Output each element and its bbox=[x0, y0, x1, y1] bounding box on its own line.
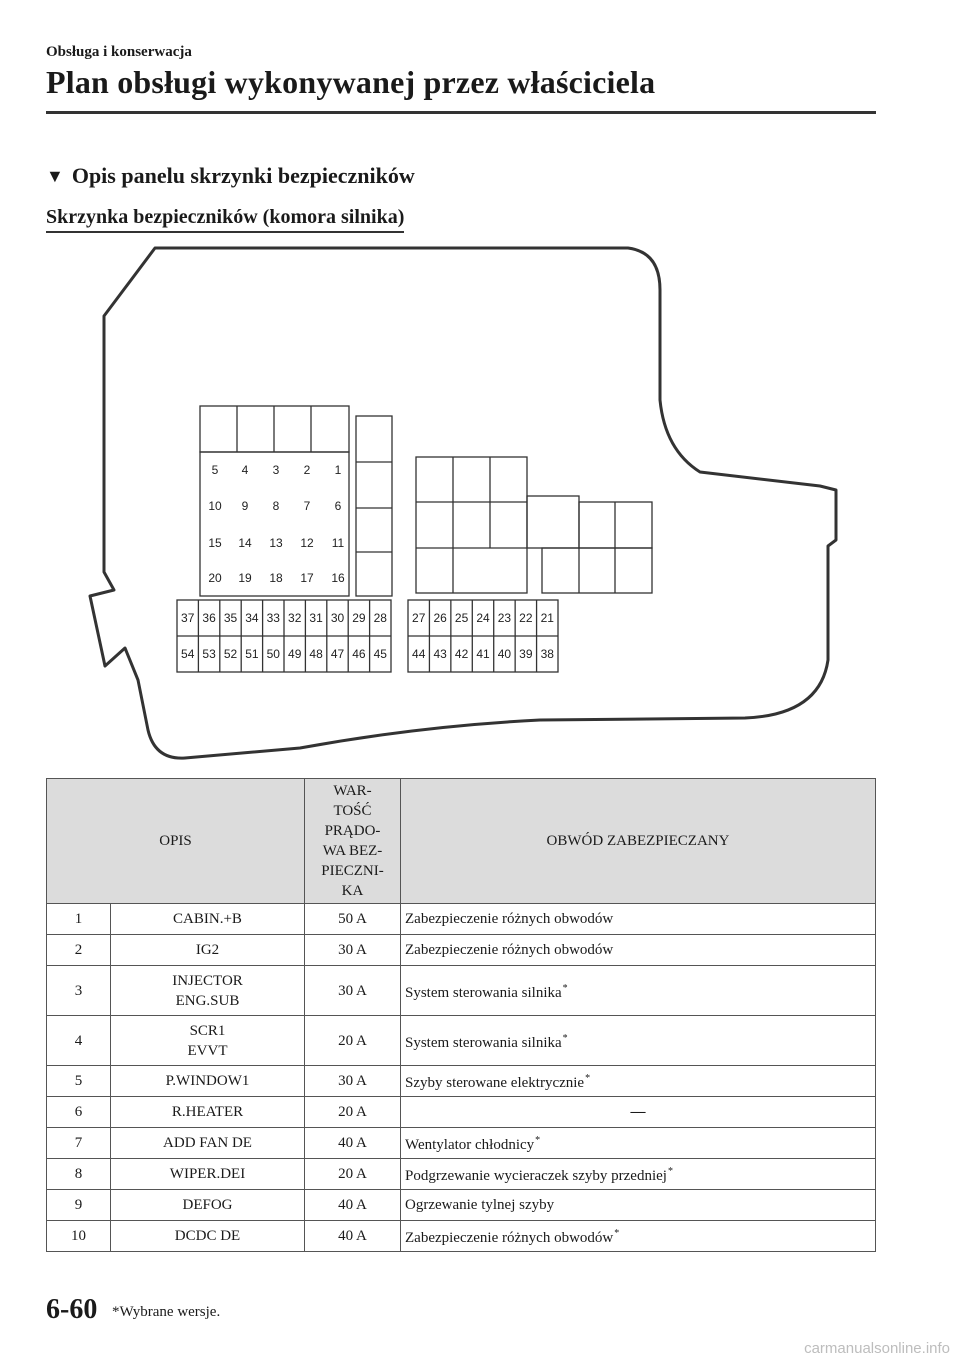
fuse-label-5: 5 bbox=[211, 463, 219, 477]
fuse-description bbox=[111, 935, 305, 966]
fuse-label-42: 42 bbox=[454, 647, 469, 661]
protected-circuit bbox=[401, 904, 876, 935]
table-row bbox=[47, 966, 876, 1016]
fuse-label-39: 39 bbox=[519, 647, 533, 661]
fuse-label-36: 36 bbox=[202, 611, 216, 625]
right-relay-block bbox=[416, 457, 652, 593]
protected-circuit-text: Ogrzewanie tylnej szyby bbox=[405, 1197, 555, 1213]
fuse-description bbox=[111, 966, 305, 1016]
fuse-rating: 30 A bbox=[305, 966, 401, 1016]
fuse-number: 5 bbox=[47, 1066, 111, 1097]
fuse-label-2: 2 bbox=[303, 463, 311, 477]
table-row bbox=[47, 1066, 876, 1097]
fuse-label-1: 1 bbox=[334, 463, 342, 477]
fuse-label-32: 32 bbox=[288, 611, 302, 625]
fuse-label-8: 8 bbox=[272, 499, 280, 513]
fuse-description-line: WIPER.DEI bbox=[169, 1166, 246, 1182]
fuse-label-14: 14 bbox=[238, 536, 252, 550]
protected-circuit bbox=[401, 1221, 876, 1252]
table-row bbox=[47, 1016, 876, 1066]
fuse-rating: 50 A bbox=[305, 904, 401, 935]
fuse-label-23: 23 bbox=[497, 611, 512, 625]
fuse-label-21: 21 bbox=[540, 611, 554, 625]
fuse-label-13: 13 bbox=[269, 536, 283, 550]
fuse-number: 4 bbox=[47, 1016, 111, 1066]
protected-circuit bbox=[401, 966, 876, 1016]
subheading: Skrzynka bezpieczników (komora silnika) bbox=[46, 206, 404, 233]
fuse-grid-labels bbox=[208, 463, 345, 585]
fuse-description bbox=[111, 1097, 305, 1128]
fuse-label-19: 19 bbox=[238, 571, 252, 585]
fuse-description-line: INJECTOR bbox=[172, 972, 243, 989]
fuse-description bbox=[111, 1221, 305, 1252]
fuse-description-line: R.HEATER bbox=[171, 1104, 244, 1120]
asterisk-mark: * bbox=[667, 1166, 673, 1177]
page-title: Plan obsługi wykonywanej przez właściciela bbox=[46, 64, 656, 100]
fuse-label-33: 33 bbox=[266, 611, 280, 625]
fuse-label-34: 34 bbox=[245, 611, 259, 625]
fuse-description bbox=[111, 904, 305, 935]
fuse-label-6: 6 bbox=[334, 499, 342, 513]
protected-circuit-text: System sterowania silnika bbox=[405, 1034, 562, 1051]
section-heading bbox=[46, 163, 415, 189]
fuse-description bbox=[111, 1190, 305, 1221]
fuse-label-52: 52 bbox=[223, 647, 238, 661]
protected-circuit-text: System sterowania silnika bbox=[405, 984, 562, 1001]
fuse-label-18: 18 bbox=[269, 571, 283, 585]
protected-circuit-text: Podgrzewanie wycieraczek szyby przedniej bbox=[405, 1168, 667, 1184]
header-rating-line: WAR- bbox=[333, 783, 372, 799]
fuse-description-line: DEFOG bbox=[182, 1197, 233, 1213]
fuse-label-53: 53 bbox=[202, 647, 216, 661]
protected-circuit bbox=[401, 1066, 876, 1097]
page-number: 6-60 bbox=[46, 1294, 98, 1325]
header-rating bbox=[305, 779, 401, 904]
header-rating-line: PIECZNI- bbox=[321, 863, 384, 879]
fuse-rating: 20 A bbox=[305, 1097, 401, 1128]
fuse-label-43: 43 bbox=[433, 647, 447, 661]
fuse-rating: 40 A bbox=[305, 1128, 401, 1159]
fuse-table bbox=[46, 778, 876, 1252]
table-row bbox=[47, 1159, 876, 1190]
table-row bbox=[47, 1190, 876, 1221]
header-rating-line: TOŚĆ bbox=[333, 803, 372, 819]
protected-circuit bbox=[401, 1159, 876, 1190]
fuse-label-20: 20 bbox=[208, 571, 222, 585]
fuse-number: 6 bbox=[47, 1097, 111, 1128]
footnote: *Wybrane wersje. bbox=[112, 1304, 221, 1320]
fuse-description-line: DCDC DE bbox=[174, 1228, 241, 1244]
fuse-description-line: EVVT bbox=[187, 1042, 228, 1059]
protected-circuit-text: Szyby sterowane elektrycznie bbox=[405, 1075, 585, 1091]
header-rating-line: PRĄDO- bbox=[324, 823, 381, 839]
protected-circuit bbox=[401, 1097, 876, 1128]
fuse-description-line: IG2 bbox=[195, 942, 220, 958]
protected-circuit bbox=[401, 935, 876, 966]
fuse-label-12: 12 bbox=[300, 536, 314, 550]
fuse-rating: 40 A bbox=[305, 1190, 401, 1221]
asterisk-mark: * bbox=[614, 1228, 620, 1239]
header-rating-line: WA BEZ- bbox=[322, 843, 383, 859]
fuse-description bbox=[111, 1128, 305, 1159]
protected-circuit bbox=[401, 1128, 876, 1159]
asterisk-mark: * bbox=[535, 1135, 541, 1146]
fuse-description-line: ENG.SUB bbox=[175, 992, 240, 1009]
fuse-label-45: 45 bbox=[373, 647, 387, 661]
fuse-rating: 20 A bbox=[305, 1159, 401, 1190]
fuse-label-9: 9 bbox=[241, 499, 249, 513]
fuse-label-47: 47 bbox=[330, 647, 345, 661]
asterisk-mark: * bbox=[562, 1032, 568, 1044]
fuse-label-44: 44 bbox=[412, 647, 426, 661]
fuse-label-38: 38 bbox=[540, 647, 554, 661]
fuse-number: 7 bbox=[47, 1128, 111, 1159]
header-desc: OPIS bbox=[47, 779, 305, 904]
protected-circuit-text: Zabezpieczenie różnych obwodów bbox=[405, 1230, 614, 1246]
header-circuit: OBWÓD ZABEZPIECZANY bbox=[401, 779, 876, 904]
section-heading-text: Opis panelu skrzynki bezpieczników bbox=[71, 163, 415, 188]
fuse-label-40: 40 bbox=[497, 647, 512, 661]
fuse-label-27: 27 bbox=[412, 611, 426, 625]
fuse-label-15: 15 bbox=[208, 536, 222, 550]
fuse-box-diagram bbox=[0, 240, 960, 770]
protected-circuit bbox=[401, 1016, 876, 1066]
fuse-label-10: 10 bbox=[208, 499, 222, 513]
fuse-label-11: 11 bbox=[331, 536, 345, 550]
protected-circuit-text: Zabezpieczenie różnych obwodów bbox=[405, 911, 614, 927]
fuse-label-30: 30 bbox=[330, 611, 345, 625]
fuse-label-22: 22 bbox=[519, 611, 533, 625]
fuse-description bbox=[111, 1159, 305, 1190]
fuse-description-line: ADD FAN DE bbox=[163, 1135, 252, 1151]
triangle-bullet-icon: ▼ bbox=[46, 165, 64, 186]
fuse-number: 10 bbox=[47, 1221, 111, 1252]
table-header-row bbox=[47, 779, 876, 904]
fuse-label-50: 50 bbox=[266, 647, 280, 661]
fuse-rating: 20 A bbox=[305, 1016, 401, 1066]
fuse-label-17: 17 bbox=[300, 571, 314, 585]
fuse-description-line: P.WINDOW1 bbox=[165, 1073, 250, 1089]
table-row bbox=[47, 1097, 876, 1128]
fuse-label-54: 54 bbox=[181, 647, 195, 661]
title-divider bbox=[46, 111, 876, 114]
watermark: carmanualsonline.info bbox=[804, 1340, 950, 1357]
table-row bbox=[47, 1221, 876, 1252]
fuse-label-7: 7 bbox=[303, 499, 311, 513]
fuse-label-26: 26 bbox=[433, 611, 447, 625]
fuse-label-29: 29 bbox=[352, 611, 366, 625]
fuse-label-51: 51 bbox=[245, 647, 259, 661]
fuse-label-35: 35 bbox=[223, 611, 238, 625]
fuse-label-16: 16 bbox=[331, 571, 345, 585]
fuse-number: 8 bbox=[47, 1159, 111, 1190]
fuse-rating: 40 A bbox=[305, 1221, 401, 1252]
protected-circuit-text: Wentylator chłodnicy bbox=[405, 1137, 535, 1153]
fuse-label-25: 25 bbox=[454, 611, 469, 625]
fuse-label-24: 24 bbox=[476, 611, 490, 625]
asterisk-mark: * bbox=[562, 982, 568, 994]
fuse-description bbox=[111, 1016, 305, 1066]
fuse-label-46: 46 bbox=[352, 647, 366, 661]
fuse-description bbox=[111, 1066, 305, 1097]
fuse-label-49: 49 bbox=[288, 647, 302, 661]
fuse-label-28: 28 bbox=[373, 611, 387, 625]
fuse-label-4: 4 bbox=[241, 463, 249, 477]
protected-circuit bbox=[401, 1190, 876, 1221]
fuse-rating: 30 A bbox=[305, 935, 401, 966]
fuse-description-line: CABIN.+B bbox=[173, 911, 242, 927]
table-row bbox=[47, 1128, 876, 1159]
protected-circuit-text: Zabezpieczenie różnych obwodów bbox=[405, 942, 614, 958]
section-label: Obsługa i konserwacja bbox=[46, 44, 192, 60]
fuse-rating: 30 A bbox=[305, 1066, 401, 1097]
table-row bbox=[47, 935, 876, 966]
fuse-label-41: 41 bbox=[476, 647, 490, 661]
fuse-label-48: 48 bbox=[309, 647, 323, 661]
fuse-label-31: 31 bbox=[309, 611, 323, 625]
fuse-box-outline bbox=[90, 248, 836, 758]
header-rating-line: KA bbox=[341, 883, 364, 899]
fuse-number: 2 bbox=[47, 935, 111, 966]
fuse-label-3: 3 bbox=[272, 463, 280, 477]
fuse-number: 1 bbox=[47, 904, 111, 935]
table-row bbox=[47, 904, 876, 935]
fuse-number: 9 bbox=[47, 1190, 111, 1221]
protected-circuit-text: — bbox=[630, 1104, 646, 1120]
upper-fuse-block bbox=[200, 406, 392, 596]
fuse-label-37: 37 bbox=[181, 611, 195, 625]
fuse-number: 3 bbox=[47, 966, 111, 1016]
fuse-description-line: SCR1 bbox=[189, 1022, 226, 1039]
asterisk-mark: * bbox=[585, 1073, 591, 1084]
